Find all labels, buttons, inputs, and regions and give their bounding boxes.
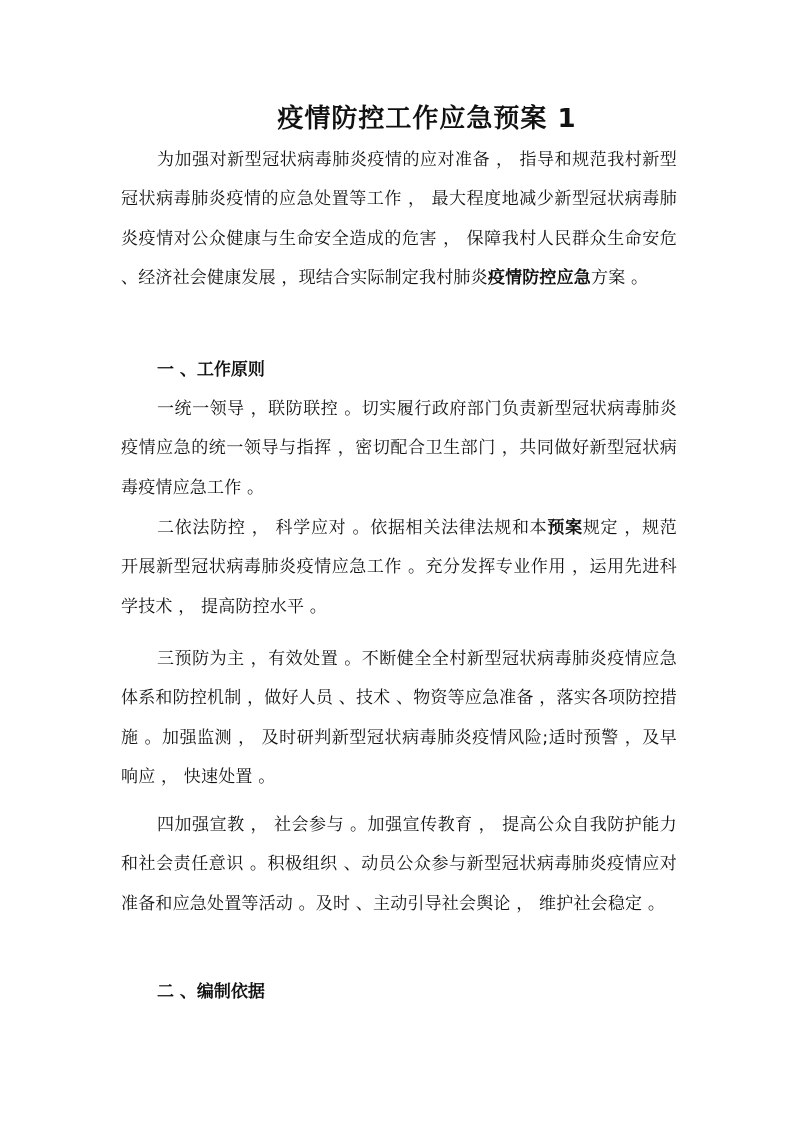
principle-paragraph-4: 四加强宣教 ， 社会参与 。加强宣传教育 ， 提高公众自我防护能力和社会责任意识 。积极组织 、动员公众参与新型冠状病毒肺炎疫情应对准备和应急处置等活动 。及时 、主动引导社会舆论 ， 维护社会稳定 。 [121,815,677,914]
principle2-text-1: 二依法防控 ， 科学应对 。依据相关法律法规和本 [157,518,548,538]
section-heading-principles: 一 、工作原则 [157,360,265,380]
principle-paragraph-3: 三预防为主 ，有效处置 。不断健全全村新型冠状病毒肺炎疫情应急体系和防控机制 ，做好人员 、技术 、物资等应急准备 ，落实各项防控措施 。加强监测 ， 及时研判新型冠状病毒肺炎疫情风险;适时预警 ，及早响应 ， 快速处置 。 [121,649,677,788]
principle-paragraph-1: 一统一领导 ，联防联控 。切实履行政府部门负责新型冠状病毒肺炎疫情应急的统一领导与指挥 ，密切配合卫生部门 ，共同做好新型冠状病毒疫情应急工作 。 [121,399,677,498]
principle-paragraph-2 [121,509,677,627]
intro-text-1: 为加强对新型冠状病毒肺炎疫情的应对准备 ， 指导和规范我村新型冠状病毒肺炎疫情的应急处置等工作 ， 最大程度地减少新型冠状病毒肺炎疫情对公众健康与生命安全造成的危害 ， 保障我村人民群众生命安危 、经济社会健康发展 ，现结合实际制定我村肺炎 [121,150,677,289]
section-heading-basis: 二 、编制依据 [157,982,265,1002]
document-title: 疫情防控工作应急预案 1 [277,104,577,134]
intro-bold-text: 疫情防控应急 [487,268,592,289]
intro-text-2: 方案 。 [591,268,649,289]
principle2-bold-text: 预案 [547,518,583,538]
principle2-text-2: 规定 ，规范开展新型冠状病毒肺炎疫情应急工作 。充分发挥专业作用 ，运用先进科学技术 ， 提高防控水平 。 [121,518,677,617]
intro-paragraph [121,141,677,299]
